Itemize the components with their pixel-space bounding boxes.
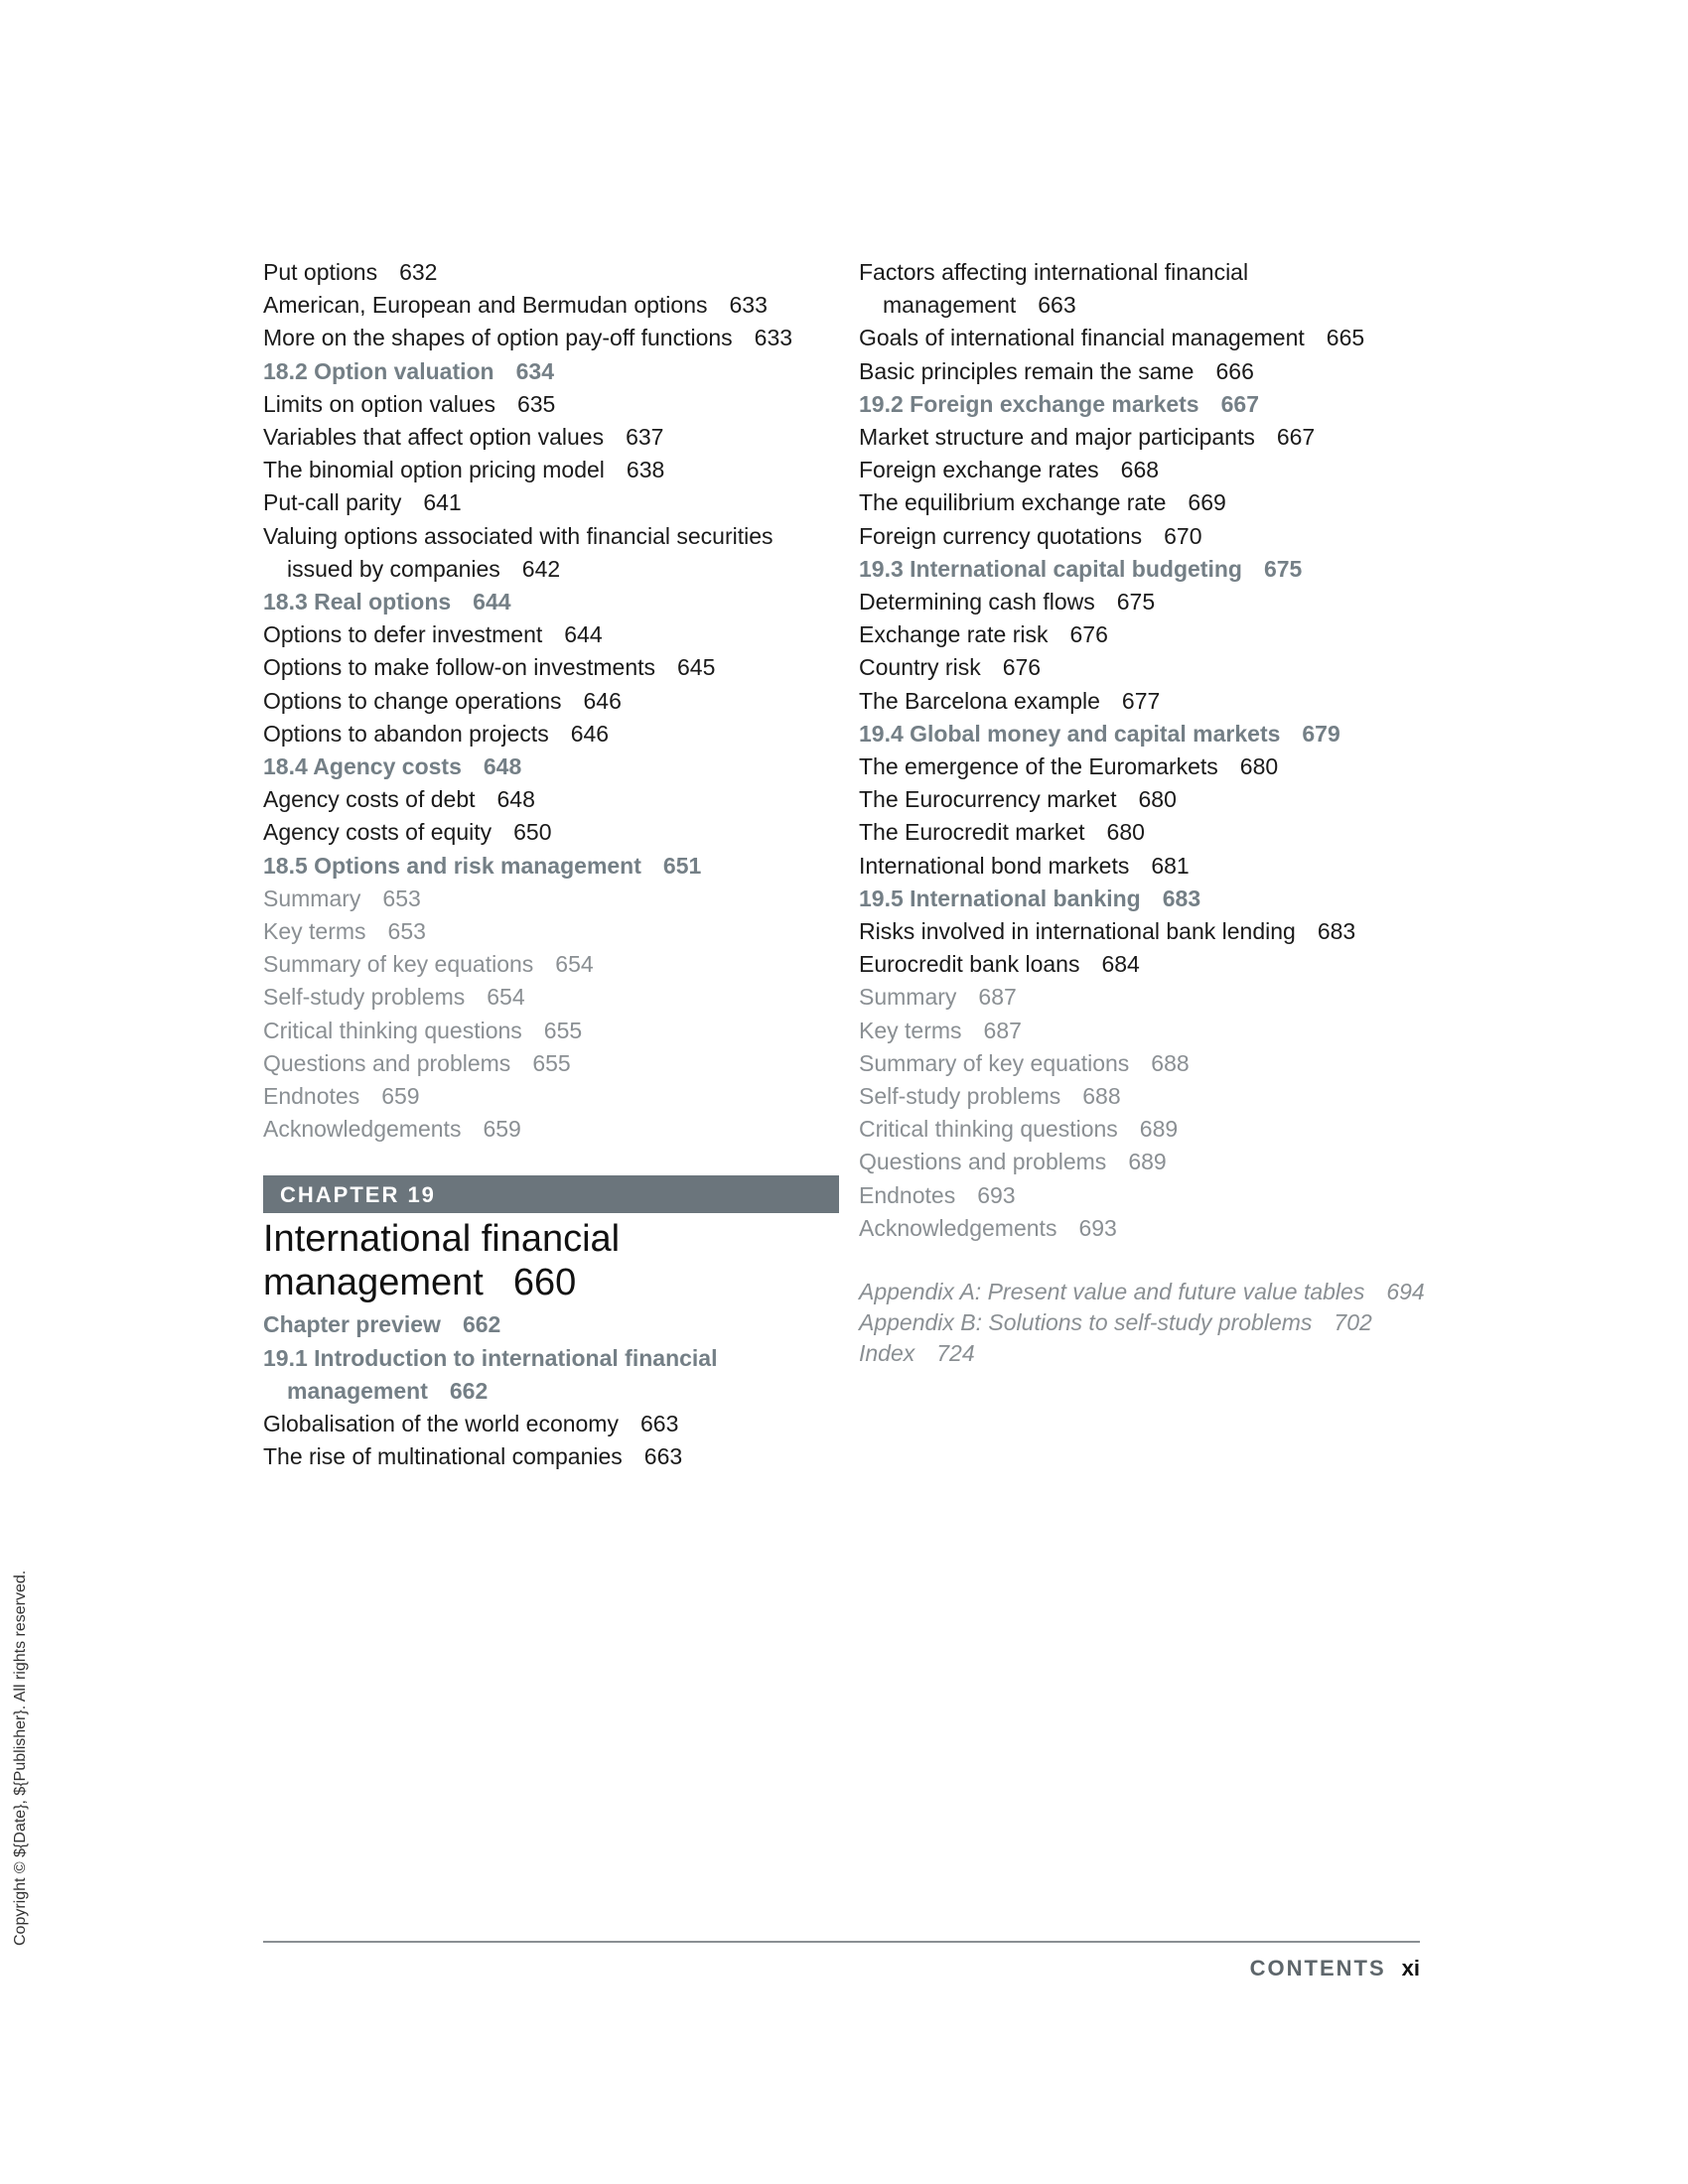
- toc-entry-page: 632: [399, 259, 438, 285]
- toc-entry-title: Critical thinking questions: [263, 1017, 522, 1043]
- toc-entry[interactable]: [859, 486, 1435, 519]
- toc-entry-page: 651: [662, 852, 702, 879]
- toc-entry-page: 633: [754, 325, 793, 351]
- toc-entry-title: Key terms: [263, 918, 366, 945]
- footer-divider: [263, 1941, 1420, 1943]
- toc-entry[interactable]: [263, 685, 839, 718]
- toc-entry-page: 676: [1069, 621, 1108, 648]
- toc-entry-page: 653: [387, 918, 426, 945]
- toc-section-entry[interactable]: [263, 355, 839, 388]
- toc-entry-title: Put options: [263, 259, 378, 285]
- toc-entry[interactable]: [859, 850, 1435, 883]
- toc-entry-page: 659: [381, 1083, 420, 1110]
- toc-entry[interactable]: [263, 486, 839, 519]
- toc-entry[interactable]: [263, 783, 839, 816]
- toc-entry[interactable]: [859, 685, 1435, 718]
- toc-endmatter-entry[interactable]: [263, 883, 839, 915]
- toc-entry[interactable]: [859, 454, 1435, 486]
- toc-entry-page: 662: [449, 1377, 489, 1404]
- toc-entry-title: The rise of multinational companies: [263, 1443, 623, 1470]
- copyright-notice: Copyright © ${Date}, ${Publisher}. All rights reserved.: [12, 1570, 29, 1946]
- toc-entry-page: 646: [583, 687, 622, 714]
- toc-entry-page: 679: [1302, 720, 1340, 747]
- toc-entry[interactable]: [859, 751, 1435, 783]
- toc-entry-title: Agency costs of equity: [263, 819, 492, 846]
- toc-endmatter-entry[interactable]: [263, 1015, 839, 1047]
- toc-entry-title: Key terms: [859, 1017, 962, 1043]
- toc-endmatter-entry[interactable]: [859, 1047, 1435, 1080]
- toc-entry-title: 19.3 International capital budgeting: [859, 555, 1242, 582]
- toc-entry-title: Foreign exchange rates: [859, 457, 1099, 483]
- toc-entry-title: Basic principles remain the same: [859, 357, 1195, 384]
- toc-entry-page: 670: [1164, 522, 1202, 549]
- toc-entry[interactable]: [859, 421, 1435, 454]
- toc-entry-page: 667: [1276, 424, 1316, 451]
- appendix-page: 694: [1386, 1279, 1425, 1305]
- page-footer: [1250, 1956, 1420, 1981]
- toc-entry-page: 641: [423, 489, 462, 516]
- toc-endmatter-entry[interactable]: [263, 1080, 839, 1113]
- toc-entry-title: Options to defer investment: [263, 621, 543, 648]
- toc-entry-title: Summary of key equations: [263, 951, 534, 978]
- toc-entry-title: Questions and problems: [263, 1049, 511, 1076]
- toc-entry-title: Critical thinking questions: [859, 1116, 1118, 1143]
- toc-entry[interactable]: [263, 421, 839, 454]
- toc-entry-page: 663: [1038, 292, 1076, 319]
- toc-entry[interactable]: [263, 1440, 839, 1473]
- toc-entry-page: 683: [1162, 885, 1201, 911]
- toc-entry-page: 693: [977, 1181, 1016, 1208]
- toc-section-entry[interactable]: [263, 850, 839, 883]
- toc-endmatter-entry[interactable]: [859, 1146, 1435, 1178]
- toc-entries-chapter-18: [263, 256, 839, 1146]
- toc-entry-title: Exchange rate risk: [859, 621, 1049, 648]
- toc-entry-title: American, European and Bermudan options: [263, 292, 708, 319]
- toc-entry-title: 18.4 Agency costs: [263, 753, 462, 780]
- toc-entry-page: 680: [1138, 786, 1177, 813]
- toc-endmatter-entry[interactable]: [859, 1179, 1435, 1212]
- toc-entry-page: 689: [1128, 1149, 1167, 1175]
- toc-left-column: [263, 256, 839, 1474]
- toc-entry-title: Eurocredit bank loans: [859, 951, 1080, 978]
- toc-endmatter-entry[interactable]: [859, 1212, 1435, 1245]
- appendix-page: 724: [936, 1340, 975, 1367]
- toc-entry-page: 645: [677, 654, 716, 681]
- toc-entry-title: Summary: [263, 885, 361, 911]
- toc-entry[interactable]: [859, 586, 1435, 618]
- toc-entry-page: 648: [496, 786, 535, 813]
- toc-entry-title: Market structure and major participants: [859, 424, 1255, 451]
- toc-endmatter-entry[interactable]: [859, 981, 1435, 1014]
- toc-entry-page: 655: [543, 1017, 583, 1043]
- toc-entry-title: Variables that affect option values: [263, 424, 605, 451]
- toc-entry-page: 683: [1317, 918, 1356, 945]
- toc-endmatter-entry[interactable]: [263, 948, 839, 981]
- toc-entry-title: 19.4 Global money and capital markets: [859, 720, 1281, 747]
- toc-section-entry[interactable]: [263, 751, 839, 783]
- toc-section-entry[interactable]: [859, 883, 1435, 915]
- toc-entry-title: Determining cash flows: [859, 589, 1095, 615]
- toc-entry-title: Options to make follow-on investments: [263, 654, 656, 681]
- toc-entry-page: 666: [1215, 357, 1254, 384]
- toc-entry-title: 18.5 Options and risk management: [263, 852, 641, 879]
- toc-entry-title: 18.2 Option valuation: [263, 357, 494, 384]
- toc-entry-title: The Barcelona example: [859, 687, 1100, 714]
- toc-entry-page: 642: [521, 555, 561, 582]
- toc-entry-page: 684: [1101, 951, 1140, 978]
- toc-entry[interactable]: [859, 651, 1435, 684]
- toc-entries-chapter-19-continued: [859, 256, 1435, 1245]
- toc-endmatter-entry[interactable]: [263, 1047, 839, 1080]
- appendix-title: Index: [859, 1340, 915, 1367]
- toc-entry-page: 662: [462, 1311, 501, 1338]
- toc-entry-title: More on the shapes of option pay-off functions: [263, 325, 733, 351]
- toc-entry[interactable]: [263, 1408, 839, 1440]
- toc-entry[interactable]: [263, 618, 839, 651]
- toc-entry-title: Acknowledgements: [263, 1116, 462, 1143]
- toc-entry-page: 648: [483, 753, 522, 780]
- toc-entry-title: Chapter preview: [263, 1311, 441, 1338]
- toc-entry-title: Summary: [859, 984, 957, 1011]
- toc-entry-page: 693: [1078, 1214, 1117, 1241]
- toc-entry[interactable]: [859, 783, 1435, 816]
- toc-endmatter-entry[interactable]: [263, 915, 839, 948]
- toc-endmatter-entry[interactable]: [859, 1080, 1435, 1113]
- toc-entry-title: 18.3 Real options: [263, 589, 452, 615]
- toc-entry-page: 655: [532, 1049, 571, 1076]
- toc-entry-page: 689: [1139, 1116, 1179, 1143]
- toc-entry-title: Self-study problems: [859, 1083, 1061, 1110]
- toc-entry-title: Foreign currency quotations: [859, 522, 1143, 549]
- toc-entry[interactable]: [263, 289, 839, 322]
- toc-entry[interactable]: [263, 651, 839, 684]
- toc-entry-page: 677: [1121, 687, 1161, 714]
- toc-entry-page: 650: [513, 819, 552, 846]
- toc-entry-title: 19.1 Introduction to international financial management: [263, 1344, 718, 1404]
- appendix-title: Appendix B: Solutions to self-study problems: [859, 1309, 1313, 1336]
- toc-entry-page: 654: [487, 984, 525, 1011]
- toc-entry-page: 675: [1263, 555, 1303, 582]
- appendix-entry[interactable]: [859, 1307, 1435, 1338]
- appendix-title: Appendix A: Present value and future value tables: [859, 1279, 1365, 1305]
- toc-entry-title: International bond markets: [859, 852, 1130, 879]
- toc-section-entry[interactable]: [859, 553, 1435, 586]
- toc-entry-title: Questions and problems: [859, 1149, 1107, 1175]
- toc-entry-page: 675: [1116, 589, 1156, 615]
- toc-preview-entry[interactable]: [263, 1308, 839, 1341]
- toc-entry-page: 635: [516, 390, 556, 417]
- toc-entry-page: 638: [626, 457, 665, 483]
- toc-entry-title: Goals of international financial management: [859, 325, 1305, 351]
- toc-endmatter-entry[interactable]: [263, 981, 839, 1014]
- toc-entry-title: Self-study problems: [263, 984, 466, 1011]
- toc-entry[interactable]: [859, 816, 1435, 849]
- toc-entry-title: Options to abandon projects: [263, 720, 549, 747]
- appendix-page: 702: [1334, 1309, 1372, 1336]
- footer-label: CONTENTS: [1249, 1956, 1386, 1980]
- toc-entry[interactable]: [263, 388, 839, 421]
- toc-entry-title: Risks involved in international bank lending: [859, 918, 1296, 945]
- toc-entry-page: 687: [983, 1017, 1022, 1043]
- toc-entry-title: Valuing options associated with financial securities issued by companies: [263, 522, 774, 582]
- appendix-entry[interactable]: [859, 1338, 1435, 1369]
- toc-entry[interactable]: [859, 322, 1435, 354]
- chapter-title-text: International financial management: [263, 1218, 621, 1304]
- toc-entry[interactable]: [263, 520, 839, 586]
- toc-endmatter-entry[interactable]: [263, 1113, 839, 1146]
- toc-entry-title: Agency costs of debt: [263, 786, 476, 813]
- toc-entry-page: 654: [555, 951, 594, 978]
- toc-entry-page: 644: [473, 589, 511, 615]
- toc-entry-page: 637: [626, 424, 664, 451]
- toc-section-entry[interactable]: [859, 388, 1435, 421]
- toc-entry-page: 688: [1082, 1083, 1121, 1110]
- toc-entry-page: 680: [1106, 819, 1145, 846]
- toc-entry[interactable]: [263, 816, 839, 849]
- appendix-entry[interactable]: [859, 1277, 1435, 1307]
- toc-entry-title: 19.5 International banking: [859, 885, 1141, 911]
- toc-entry-title: Summary of key equations: [859, 1049, 1130, 1076]
- toc-entry-page: 659: [483, 1116, 521, 1143]
- toc-entry-title: 19.2 Foreign exchange markets: [859, 390, 1199, 417]
- toc-entry-page: 663: [639, 1411, 679, 1437]
- toc-entry-title: Acknowledgements: [859, 1214, 1057, 1241]
- toc-entry[interactable]: [859, 618, 1435, 651]
- toc-entry-page: 633: [729, 292, 768, 319]
- toc-entry-title: Factors affecting international financial management: [859, 259, 1249, 319]
- toc-section-entry[interactable]: [263, 586, 839, 618]
- toc-entry-page: 688: [1151, 1049, 1190, 1076]
- toc-entry[interactable]: [859, 520, 1435, 553]
- toc-section-entry[interactable]: [859, 718, 1435, 751]
- toc-entry[interactable]: [859, 915, 1435, 948]
- toc-entry-page: 668: [1120, 457, 1160, 483]
- toc-entry-page: 681: [1151, 852, 1190, 879]
- toc-entry-page: 663: [643, 1443, 683, 1470]
- toc-entry-page: 665: [1326, 325, 1365, 351]
- toc-entry-title: Globalisation of the world economy: [263, 1411, 619, 1437]
- toc-entry-title: Limits on option values: [263, 390, 495, 417]
- toc-right-column: [859, 256, 1435, 1369]
- toc-entry-title: The equilibrium exchange rate: [859, 489, 1167, 516]
- toc-entry-page: 667: [1220, 390, 1259, 417]
- toc-entry-page: 680: [1239, 753, 1279, 780]
- appendix-list: [859, 1277, 1435, 1369]
- toc-entry[interactable]: [263, 256, 839, 289]
- toc-entry-page: 676: [1002, 654, 1042, 681]
- toc-entry-page: 634: [515, 357, 554, 384]
- toc-entry-title: Put-call parity: [263, 489, 402, 516]
- toc-entry-page: 669: [1188, 489, 1226, 516]
- toc-endmatter-entry[interactable]: [859, 1015, 1435, 1047]
- toc-entry[interactable]: [263, 454, 839, 486]
- toc-entry-page: 646: [570, 720, 610, 747]
- toc-entry[interactable]: [859, 256, 1435, 322]
- toc-entry-page: 653: [382, 885, 421, 911]
- toc-entry[interactable]: [859, 355, 1435, 388]
- toc-entry-title: Country risk: [859, 654, 981, 681]
- toc-endmatter-entry[interactable]: [859, 1113, 1435, 1146]
- toc-entries-chapter-19: [263, 1308, 839, 1473]
- toc-entry-title: The emergence of the Euromarkets: [859, 753, 1218, 780]
- toc-section-entry[interactable]: [263, 1342, 839, 1408]
- toc-entry[interactable]: [859, 948, 1435, 981]
- toc-entry[interactable]: [263, 322, 839, 354]
- toc-entry-page: 687: [978, 984, 1017, 1011]
- toc-entry-title: Endnotes: [263, 1083, 360, 1110]
- footer-page-number: xi: [1401, 1956, 1420, 1980]
- toc-entry-title: The binomial option pricing model: [263, 457, 605, 483]
- toc-entry-title: The Eurocurrency market: [859, 786, 1117, 813]
- toc-entry-page: 644: [564, 621, 603, 648]
- chapter-page-number: 660: [512, 1262, 577, 1304]
- toc-entry-title: Options to change operations: [263, 687, 562, 714]
- chapter-label-bar: CHAPTER 19: [263, 1175, 839, 1213]
- chapter-title[interactable]: [263, 1217, 839, 1304]
- toc-entry-title: The Eurocredit market: [859, 819, 1085, 846]
- toc-entry[interactable]: [263, 718, 839, 751]
- toc-entry-title: Endnotes: [859, 1181, 956, 1208]
